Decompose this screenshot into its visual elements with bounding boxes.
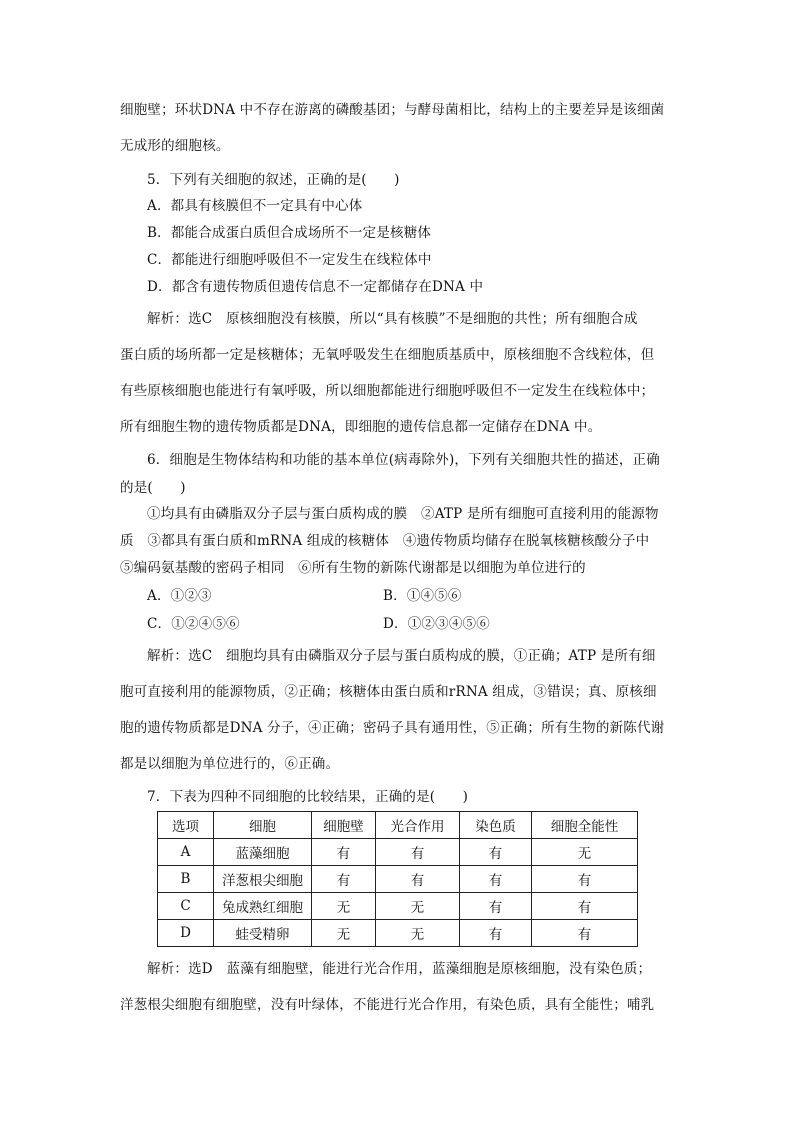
q5-analysis-line: 蛋白质的场所都一定是核糖体；无氧呼吸发生在细胞质基质中，原核细胞不含线粒体，但: [120, 347, 655, 363]
table-cell: 兔成熟红细胞: [214, 893, 312, 920]
comparison-table: [157, 811, 638, 947]
table-header-cell: 染色质: [460, 812, 532, 839]
table-cell: 有: [312, 866, 376, 893]
intro-line-1: 细胞壁；环状DNA 中不存在游离的磷酸基团；与酵母菌相比，结构上的主要差异是该细菌: [120, 102, 665, 118]
table-cell: 洋葱根尖细胞: [214, 866, 312, 893]
table-row: [158, 920, 638, 947]
q6-analysis-line: 胞可直接利用的能源物质，②正确；核糖体由蛋白质和rRNA 组成，③错误；真、原核细: [120, 684, 657, 700]
table-header-cell: 选项: [158, 812, 214, 839]
table-header-cell: 细胞全能性: [532, 812, 638, 839]
table-header-cell: 光合作用: [376, 812, 460, 839]
table-cell: 有: [532, 866, 638, 893]
q6-option-b: B．①④⑤⑥: [383, 588, 462, 604]
q6-analysis-line: 都是以细胞为单位进行的，⑥正确。: [120, 756, 340, 772]
table-cell: 有: [460, 893, 532, 920]
table-cell: 有: [460, 839, 532, 866]
q6-option-d: D．①②③④⑤⑥: [383, 616, 490, 632]
q6-analysis-line: 解析：选C 细胞均具有由磷脂双分子层与蛋白质构成的膜，①正确；ATP 是所有细: [147, 648, 656, 664]
table-cell: 有: [312, 839, 376, 866]
q6-option-a: A．①②③: [147, 588, 212, 604]
table-header-row: [158, 812, 638, 839]
q5-analysis-line: 有些原核细胞也能进行有氧呼吸，所以细胞都能进行细胞呼吸但不一定发生在线粒体中；: [120, 383, 655, 399]
table-cell: A: [158, 839, 214, 866]
q6-analysis-line: 胞的遗传物质都是DNA 分子，④正确；密码子具有通用性，⑤正确；所有生物的新陈代谢: [120, 720, 665, 736]
table-cell: 无: [312, 920, 376, 947]
q6-statement-line: ⑤编码氨基酸的密码子相同 ⑥所有生物的新陈代谢都是以细胞为单位进行的: [120, 560, 586, 576]
table-cell: C: [158, 893, 214, 920]
q7-analysis-line: 解析：选D 蓝藻有细胞壁，能进行光合作用，蓝藻细胞是原核细胞，没有染色质；: [147, 961, 652, 977]
q5-option-b: B．都能合成蛋白质但合成场所不一定是核糖体: [147, 225, 432, 241]
table-cell: 无: [376, 893, 460, 920]
q6-stem-line-2: 的是( ): [120, 480, 186, 496]
q5-stem: 5．下列有关细胞的叙述，正确的是( ): [147, 172, 400, 188]
table-cell: 有: [376, 866, 460, 893]
q5-option-d: D．都含有遗传物质但遗传信息不一定都储存在DNA 中: [147, 279, 484, 295]
q7-analysis-line: 洋葱根尖细胞有细胞壁，没有叶绿体，不能进行光合作用，有染色质，具有全能性；哺乳: [120, 997, 655, 1013]
q5-analysis-line: 所有细胞生物的遗传物质都是DNA，即细胞的遗传信息都一定储存在DNA 中。: [120, 419, 602, 435]
q6-option-c: C．①②④⑤⑥: [147, 616, 240, 632]
intro-line-2: 无成形的细胞核。: [120, 138, 230, 154]
q6-statement-line: 质 ③都具有蛋白质和mRNA 组成的核糖体 ④遗传物质均储存在脱氧核糖核酸分子中: [120, 533, 650, 549]
table-header-cell: 细胞: [214, 812, 312, 839]
table-cell: 有: [460, 920, 532, 947]
table-cell: 无: [532, 839, 638, 866]
table-cell: 蛙受精卵: [214, 920, 312, 947]
table-cell: 蓝藻细胞: [214, 839, 312, 866]
q7-stem: 7．下表为四种不同细胞的比较结果，正确的是( ): [147, 789, 469, 805]
table-cell: 有: [532, 920, 638, 947]
q5-option-c: C．都能进行细胞呼吸但不一定发生在线粒体中: [147, 252, 432, 268]
table-cell: 有: [460, 866, 532, 893]
table-cell: 有: [376, 839, 460, 866]
table-cell: 无: [312, 893, 376, 920]
q5-analysis-line: 解析：选C 原核细胞没有核膜，所以“具有核膜”不是细胞的共性；所有细胞合成: [147, 311, 638, 327]
table-header-cell: 细胞壁: [312, 812, 376, 839]
table-cell: 无: [376, 920, 460, 947]
table-cell: D: [158, 920, 214, 947]
table-row: [158, 866, 638, 893]
table-cell: 有: [532, 893, 638, 920]
table-cell: B: [158, 866, 214, 893]
table-row: [158, 839, 638, 866]
table-row: [158, 893, 638, 920]
q5-option-a: A．都具有核膜但不一定具有中心体: [147, 198, 363, 214]
q6-statement-line: ①均具有由磷脂双分子层与蛋白质构成的膜 ②ATP 是所有细胞可直接利用的能源物: [147, 506, 659, 522]
q6-stem-line-1: 6．细胞是生物体结构和功能的基本单位(病毒除外)，下列有关细胞共性的描述，正确: [147, 452, 660, 468]
